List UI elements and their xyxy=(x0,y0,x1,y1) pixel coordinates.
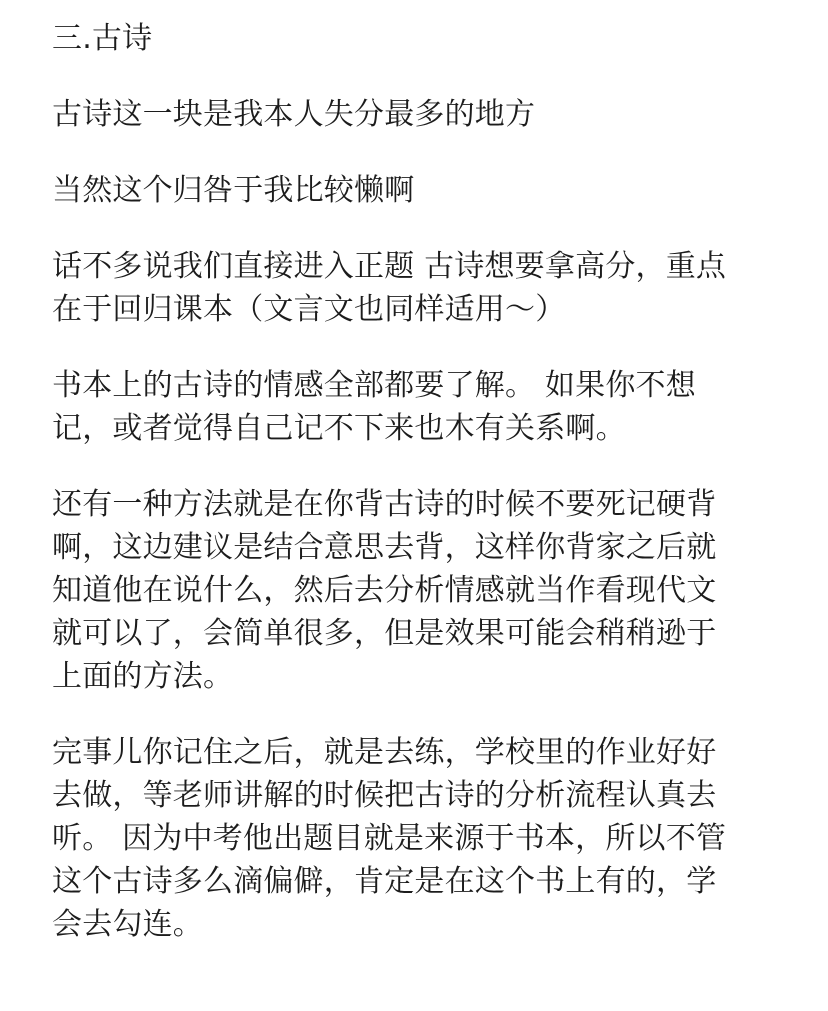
text-line: 当然这个归咎于我比较懒啊 xyxy=(52,173,415,208)
text-line: 在于回归课本（文言文也同样适用～） xyxy=(52,292,566,327)
text-line: 还有一种方法就是在你背古诗的时候不要死记硬背 xyxy=(52,487,717,522)
text-line: 听。 因为中考他出题目就是来源于书本，所以不管 xyxy=(52,821,727,856)
text-line: 完事儿你记住之后，就是去练，学校里的作业好好 xyxy=(52,735,717,770)
text-line: 这个古诗多么滴偏僻，肯定是在这个书上有的，学 xyxy=(52,864,717,899)
paragraph xyxy=(52,364,772,450)
paragraph xyxy=(52,169,772,212)
text-line: 就可以了，会简单很多，但是效果可能会稍稍逊于 xyxy=(52,616,717,651)
text-line: 记，或者觉得自己记不下来也木有关系啊。 xyxy=(52,411,626,446)
text-line: 书本上的古诗的情感全部都要了解。 如果你不想 xyxy=(52,368,696,403)
text-line: 三.古诗 xyxy=(52,21,153,56)
text-line: 上面的方法。 xyxy=(52,659,234,694)
paragraph xyxy=(52,731,772,946)
article-body xyxy=(52,17,772,946)
text-line: 古诗这一块是我本人失分最多的地方 xyxy=(52,97,536,132)
text-line: 话不多说我们直接进入正题 古诗想要拿高分，重点 xyxy=(52,249,727,284)
paragraph xyxy=(52,245,772,331)
text-line: 知道他在说什么，然后去分析情感就当作看现代文 xyxy=(52,573,717,608)
text-line: 啊，这边建议是结合意思去背，这样你背家之后就 xyxy=(52,530,717,565)
text-line: 去做，等老师讲解的时候把古诗的分析流程认真去 xyxy=(52,778,717,813)
paragraph xyxy=(52,483,772,698)
section-heading xyxy=(52,17,772,60)
paragraph xyxy=(52,93,772,136)
text-line: 会去勾连。 xyxy=(52,907,203,942)
